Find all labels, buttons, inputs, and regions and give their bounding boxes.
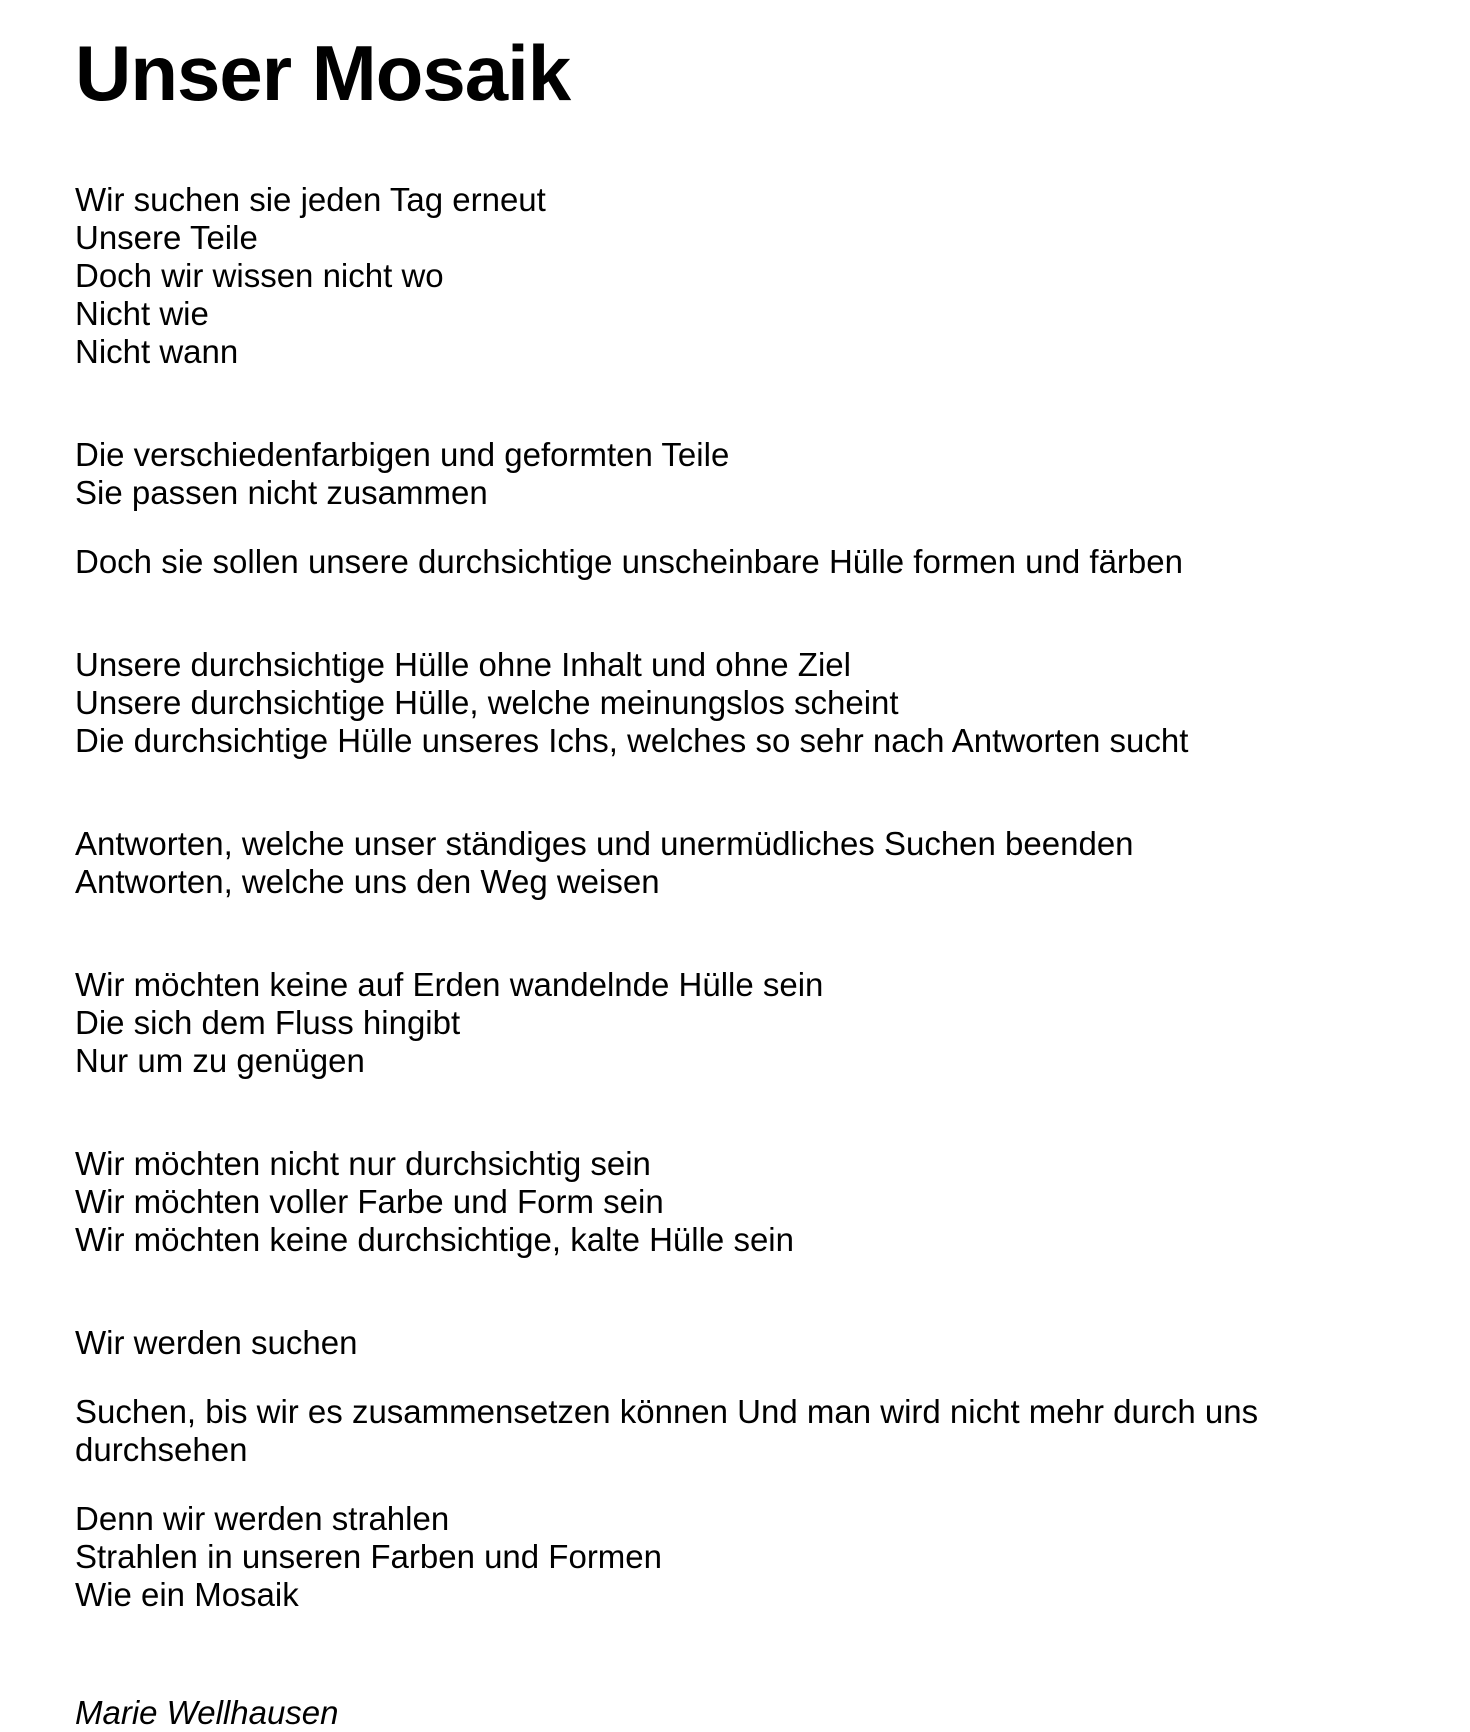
poem-line: Wir möchten nicht nur durchsichtig sein: [75, 1144, 651, 1182]
poem-stanza: [75, 543, 1430, 581]
poem-line: Wir möchten voller Farbe und Form sein: [75, 1182, 664, 1220]
page-title: Unser Mosaik: [75, 29, 571, 117]
poem-stanza: [75, 825, 1430, 901]
poem-line: Nicht wann: [75, 332, 239, 370]
poem-line: Unsere durchsichtige Hülle, welche meinungslos scheint: [75, 683, 899, 721]
poem-line: Die sich dem Fluss hingibt: [75, 1003, 461, 1041]
poem-line: Antworten, welche unser ständiges und unermüdliches Suchen beenden: [75, 824, 1134, 862]
poem-stanza: [75, 966, 1430, 1080]
poem-line: Antworten, welche uns den Weg weisen: [75, 862, 660, 900]
poem-line: Wir möchten keine durchsichtige, kalte Hülle sein: [75, 1220, 794, 1258]
poem-line: Die durchsichtige Hülle unseres Ichs, welches so sehr nach Antworten sucht: [75, 721, 1189, 759]
poem-stanza: [75, 436, 1430, 512]
author-signature: Marie Wellhausen: [75, 1693, 339, 1731]
poem-stanza: [75, 646, 1430, 760]
poem-stanza: [75, 1145, 1430, 1259]
poem-stanza: [75, 1324, 1430, 1362]
poem-line: Sie passen nicht zusammen: [75, 473, 488, 511]
poem-line: Wie ein Mosaik: [75, 1575, 299, 1613]
poem-line: Denn wir werden strahlen: [75, 1499, 450, 1537]
poem-stanza: [75, 181, 1430, 371]
poem-line: Wir suchen sie jeden Tag erneut: [75, 180, 546, 218]
poem-line: Wir werden suchen: [75, 1323, 358, 1361]
poem-line: Wir möchten keine auf Erden wandelnde Hülle sein: [75, 965, 824, 1003]
poem-line: Suchen, bis wir es zusammensetzen können Und man wird nicht mehr durch uns durchsehen: [75, 1392, 1268, 1468]
poem-stanza: [75, 1393, 1430, 1469]
poem-line: Nur um zu genügen: [75, 1041, 365, 1079]
poem-line: Die verschiedenfarbigen und geformten Teile: [75, 435, 730, 473]
poem-line: Doch wir wissen nicht wo: [75, 256, 444, 294]
poem-line: Nicht wie: [75, 294, 209, 332]
poem-line: Doch sie sollen unsere durchsichtige unscheinbare Hülle formen und färben: [75, 542, 1183, 580]
poem-line: Strahlen in unseren Farben und Formen: [75, 1537, 663, 1575]
poem-line: Unsere Teile: [75, 218, 258, 256]
poem-body: [75, 181, 1430, 1614]
poem-stanza: [75, 1500, 1430, 1614]
poem-line: Unsere durchsichtige Hülle ohne Inhalt und ohne Ziel: [75, 645, 851, 683]
